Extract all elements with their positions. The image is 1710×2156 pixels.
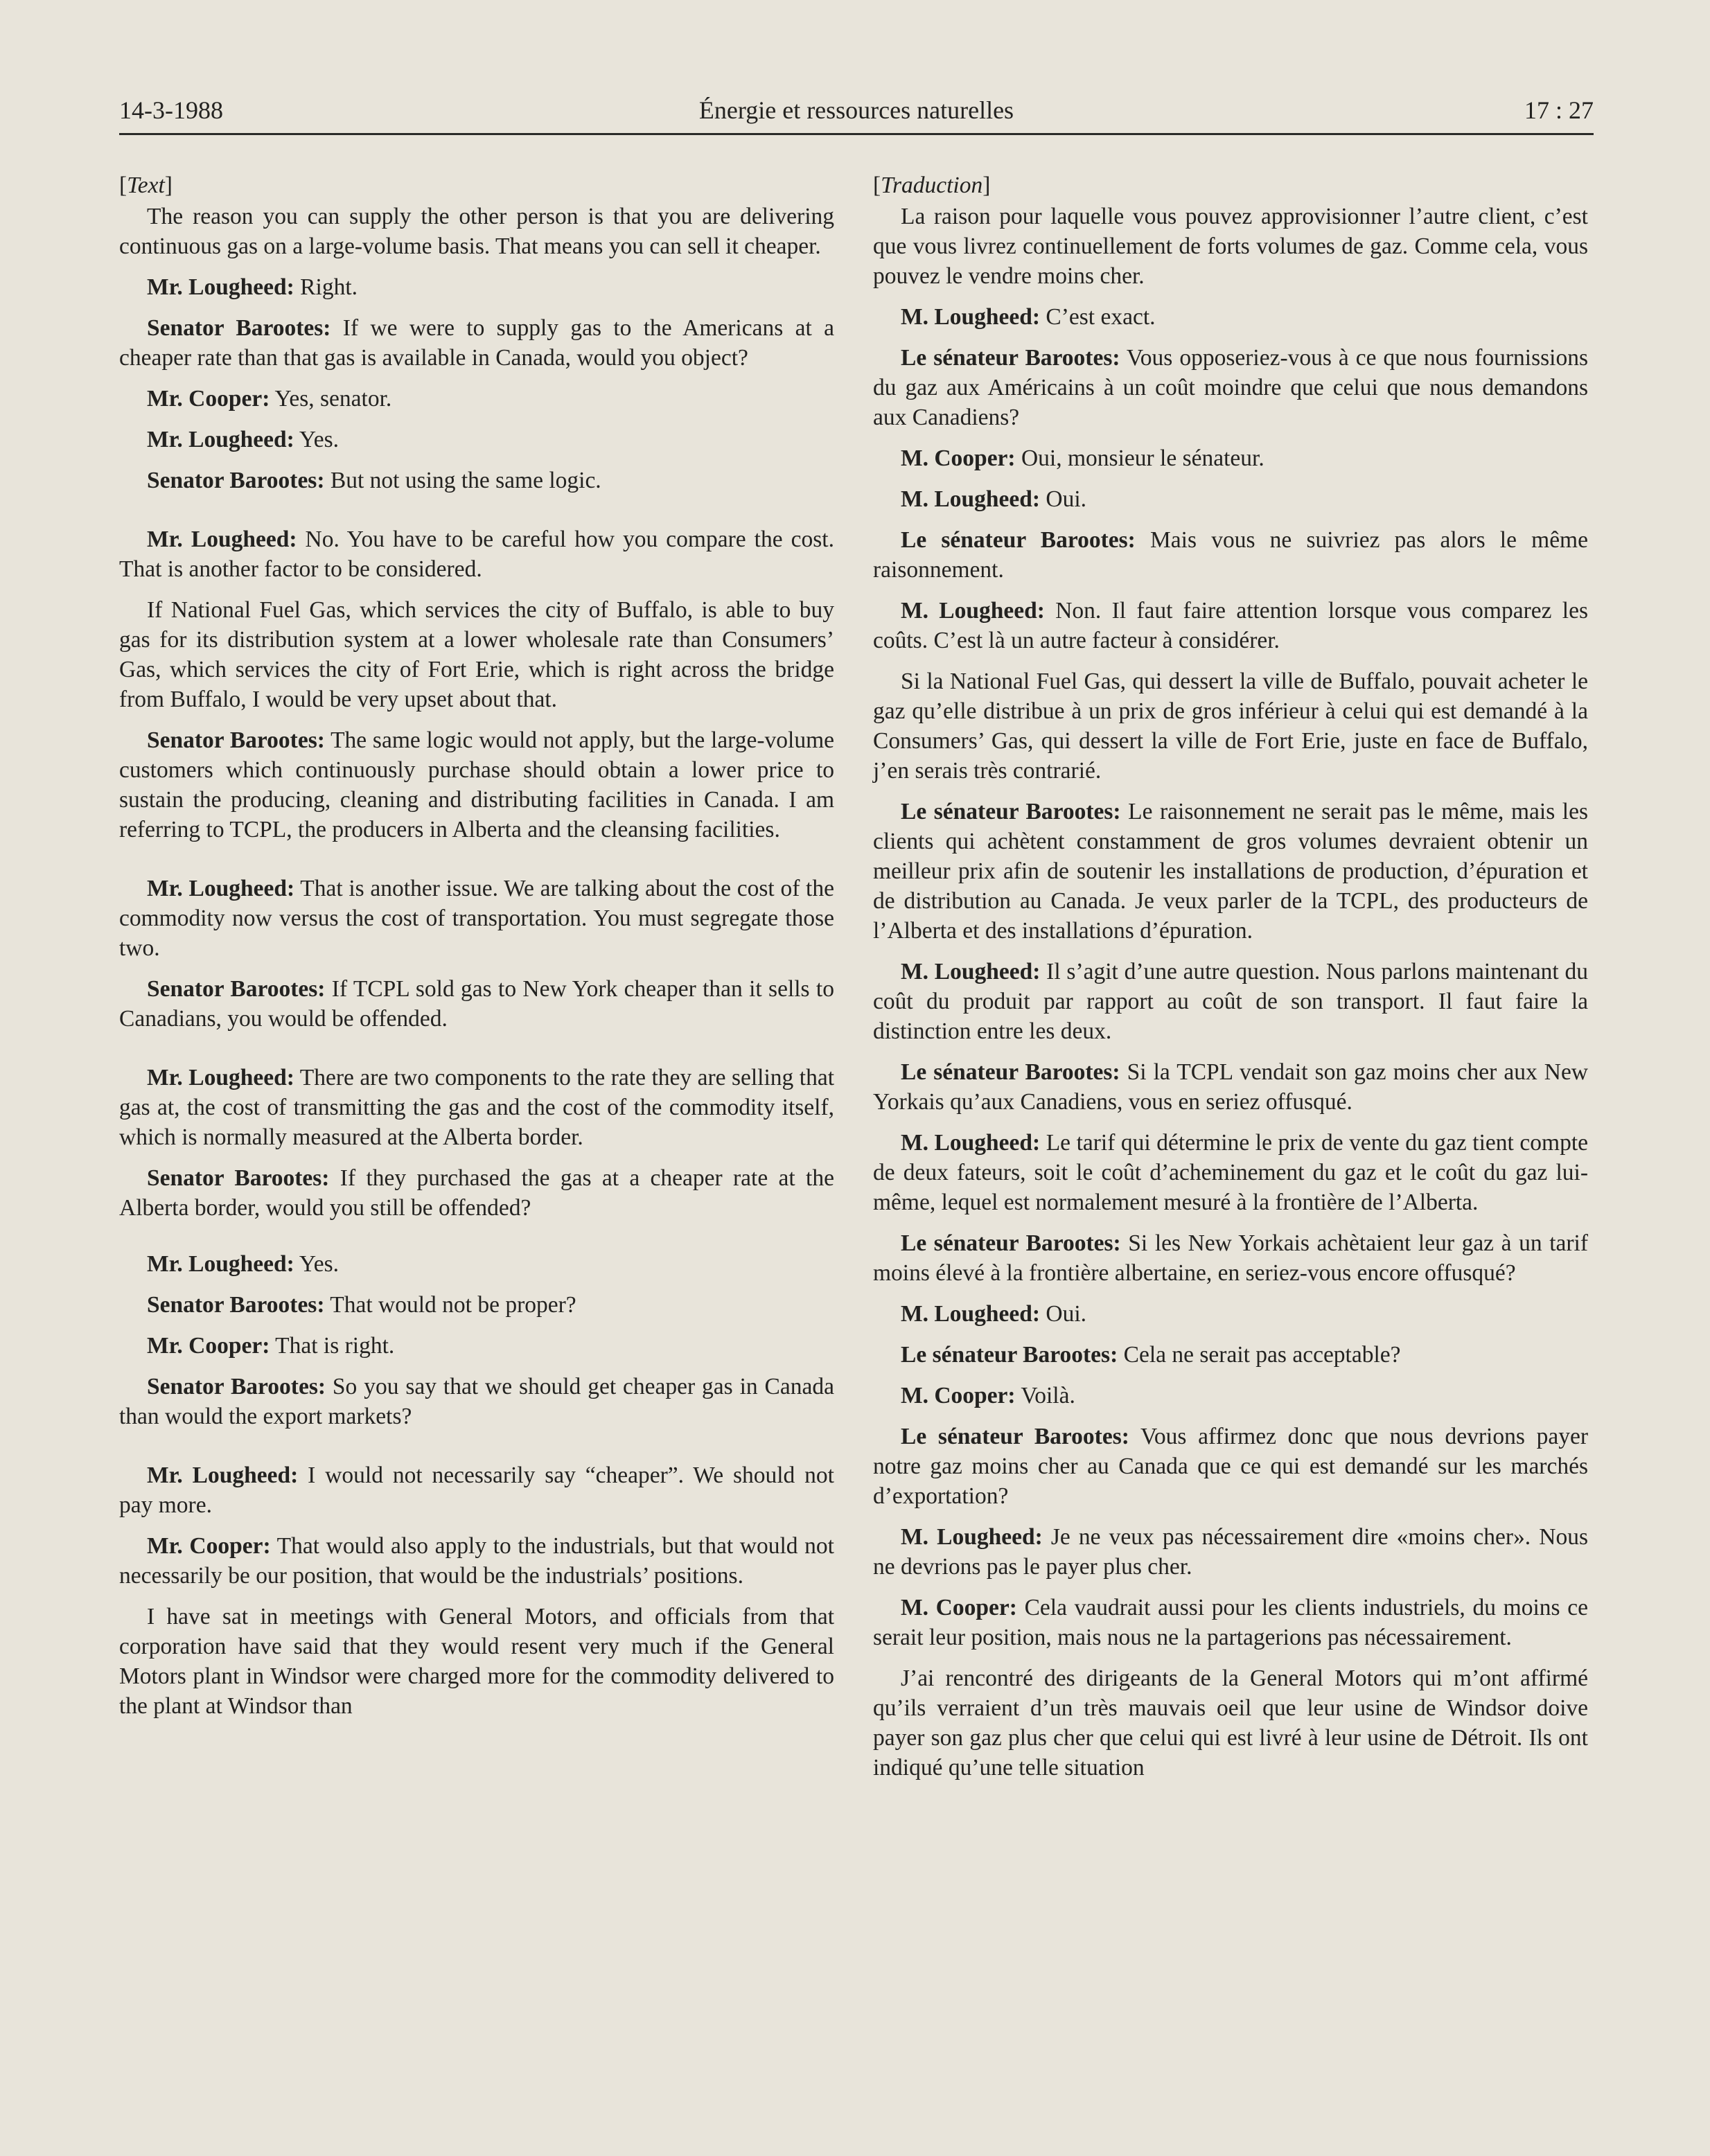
speaker: Mr. Lougheed: xyxy=(147,427,294,452)
speaker: Mr. Lougheed: xyxy=(147,527,297,552)
speaker: Mr. Lougheed: xyxy=(147,1065,294,1090)
paragraph: Le sénateur Barootes: Le raisonnement ne serait pas le même, mais les clients qui achètent constamment de gros volumes devraient obtenir un meilleur prix afin de soutenir les installations de production, d’épuration et de distribution au Canada. Je veux parler de la TCPL, des producteurs de l’Alberta et des installations d’épuration. xyxy=(873,799,1589,944)
paragraph: Senator Barootes: So you say that we should get cheaper gas in Canada than would the export markets? xyxy=(119,1374,834,1429)
paragraph: Senator Barootes: If they purchased the gas at a cheaper rate at the Alberta border, would you still be offended? xyxy=(119,1165,834,1221)
paragraph: Le sénateur Barootes: Si les New Yorkais achètaient leur gaz à un tarif moins élevé à la frontière albertaine, en seriez-vous encore offusqué? xyxy=(873,1230,1588,1286)
speaker: M. Cooper: xyxy=(901,1383,1016,1408)
paragraph: Le sénateur Barootes: Cela ne serait pas acceptable? xyxy=(901,1342,1401,1368)
paragraph: Le sénateur Barootes: Vous opposeriez-vous à ce que nous fournissions du gaz aux Américains à un coût moindre que celui que nous demandons aux Canadiens? xyxy=(873,345,1588,430)
paragraph: La raison pour laquelle vous pouvez approvisionner l’autre client, c’est que vous livrez continuellement de forts volumes de gaz. Comme cela, vous pouvez le vendre moins cher. xyxy=(873,204,1588,289)
paragraph: Mr. Cooper: That would also apply to the industrials, but that would not necessarily be our position, that would be the industrials’ positions. xyxy=(119,1533,834,1589)
speaker: Senator Barootes: xyxy=(147,727,325,753)
paragraph: Mr. Lougheed: There are two components to the rate they are selling that gas at, the cost of transmitting the gas and the cost of the commodity itself, which is normally measured at the Alberta border. xyxy=(119,1065,834,1150)
speaker: Mr. Cooper: xyxy=(147,386,270,412)
french-column xyxy=(873,170,1588,1794)
paragraph: Si la National Fuel Gas, qui dessert la ville de Buffalo, pouvait acheter le gaz qu’elle distribue à un prix de gros inférieur à celui qui est demandé à la Consumers’ Gas, qui dessert la ville de Fort Erie, juste en face de Buffalo, j’en serais très contrarié. xyxy=(873,669,1588,784)
speaker: Senator Barootes: xyxy=(147,1165,330,1191)
paragraph: Mr. Lougheed: Yes. xyxy=(147,427,340,452)
paragraph: M. Lougheed: Je ne veux pas nécessairement dire «moins cher». Nous ne devrions pas le payer plus cher. xyxy=(873,1524,1588,1580)
paragraph: M. Lougheed: Le tarif qui détermine le prix de vente du gaz tient compte de deux fateurs, soit le coût d’acheminement du gaz et le coût du gaz lui-même, lequel est normalement mesuré à la frontière de l’Alberta. xyxy=(873,1130,1588,1215)
paragraph: Senator Barootes: The same logic would not apply, but the large-volume customers which continuously purchase should obtain a lower price to sustain the producing, cleaning and distributing facilities in Canada. I am referring to TCPL, the producers in Alberta and the cleansing facilities. xyxy=(119,727,834,842)
speaker: Senator Barootes: xyxy=(147,1374,326,1399)
paragraph: Le sénateur Barootes: Mais vous ne suivriez pas alors le même raisonnement. xyxy=(873,527,1588,583)
speaker: Le sénateur Barootes: xyxy=(901,1424,1129,1449)
language-label: [Traduction] xyxy=(873,173,991,198)
speaker: Senator Barootes: xyxy=(147,976,326,1002)
paragraph: M. Lougheed: Il s’agit d’une autre question. Nous parlons maintenant du coût du produit par rapport au coût de son transport. Il faut faire la distinction entre les deux. xyxy=(873,959,1589,1044)
paragraph: Mr. Lougheed: I would not necessarily say “cheaper”. We should not pay more. xyxy=(119,1463,834,1518)
page-header xyxy=(119,96,1594,135)
paragraph: Senator Barootes: That would not be proper? xyxy=(147,1292,576,1318)
paragraph: Mr. Lougheed: Right. xyxy=(147,274,358,300)
paragraph: M. Lougheed: Oui. xyxy=(901,486,1086,512)
speaker: Le sénateur Barootes: xyxy=(901,1059,1120,1085)
english-column xyxy=(119,170,834,1732)
speaker: Le sénateur Barootes: xyxy=(901,799,1121,824)
paragraph: M. Cooper: Voilà. xyxy=(901,1383,1075,1408)
speaker: Le sénateur Barootes: xyxy=(901,527,1136,553)
speaker: M. Lougheed: xyxy=(901,1301,1040,1327)
header-page-number: 17 : 27 xyxy=(1524,96,1594,124)
paragraph: I have sat in meetings with General Motors, and officials from that corporation have said that they would resent very much if the General Motors plant in Windsor were charged more for the commodity delivered to the plant at Windsor than xyxy=(119,1604,834,1719)
speaker: Le sénateur Barootes: xyxy=(901,345,1120,371)
speaker: Le sénateur Barootes: xyxy=(901,1342,1118,1368)
speaker: Senator Barootes: xyxy=(147,1292,325,1318)
paragraph: Mr. Lougheed: That is another issue. We are talking about the cost of the commodity now versus the cost of transportation. You must segregate those two. xyxy=(119,876,834,961)
speaker: Le sénateur Barootes: xyxy=(901,1230,1121,1256)
paragraph: M. Cooper: Oui, monsieur le sénateur. xyxy=(901,445,1264,471)
paragraph: Mr. Lougheed: No. You have to be careful how you compare the cost. That is another factor to be considered. xyxy=(119,527,834,582)
paragraph: Mr. Cooper: Yes, senator. xyxy=(147,386,392,412)
speaker: Mr. Lougheed: xyxy=(147,1463,299,1488)
paragraph: Senator Barootes: If TCPL sold gas to New York cheaper than it sells to Canadians, you would be offended. xyxy=(119,976,834,1032)
paragraph: Senator Barootes: If we were to supply gas to the Americans at a cheaper rate than that gas is available in Canada, would you object? xyxy=(119,315,834,371)
speaker: M. Lougheed: xyxy=(901,1130,1041,1156)
speaker: Mr. Lougheed: xyxy=(147,1251,294,1277)
language-label: [Text] xyxy=(119,173,173,198)
paragraph: If National Fuel Gas, which services the city of Buffalo, is able to buy gas for its distribution system at a lower wholesale rate than Consumers’ Gas, which services the city of Fort Erie, which is right across the bridge from Buffalo, I would be very upset about that. xyxy=(119,597,834,712)
speaker: Mr. Lougheed: xyxy=(147,274,294,300)
speaker: Senator Barootes: xyxy=(147,315,331,341)
speaker: M. Lougheed: xyxy=(901,304,1040,330)
paragraph: The reason you can supply the other person is that you are delivering continuous gas on a large-volume basis. That means you can sell it cheaper. xyxy=(119,204,834,259)
header-title: Énergie et ressources naturelles xyxy=(698,96,1014,124)
paragraph: Mr. Cooper: That is right. xyxy=(147,1333,395,1359)
paragraph: M. Lougheed: Non. Il faut faire attention lorsque vous comparez les coûts. C’est là un autre facteur à considérer. xyxy=(873,598,1589,653)
paragraph: M. Lougheed: Oui. xyxy=(901,1301,1086,1327)
speaker: Mr. Cooper: xyxy=(147,1333,270,1359)
speaker: M. Lougheed: xyxy=(901,1524,1043,1550)
speaker: M. Cooper: xyxy=(901,445,1016,471)
paragraph: M. Lougheed: C’est exact. xyxy=(901,304,1156,330)
paragraph: Mr. Lougheed: Yes. xyxy=(147,1251,340,1277)
speaker: M. Lougheed: xyxy=(901,959,1041,984)
speaker: M. Lougheed: xyxy=(901,486,1040,512)
header-date: 14-3-1988 xyxy=(119,96,223,124)
paragraph: M. Cooper: Cela vaudrait aussi pour les clients industriels, du moins ce serait leur position, mais nous ne la partagerions pas nécessairement. xyxy=(873,1595,1588,1650)
speaker: M. Lougheed: xyxy=(901,598,1045,624)
paragraph: J’ai rencontré des dirigeants de la General Motors qui m’ont affirmé qu’ils verraient d’un très mauvais oeil que leur usine de Windsor doive payer son gaz plus cher que celui qui est livré à leur usine de Détroit. Ils ont indiqué qu’une telle situation xyxy=(873,1665,1588,1781)
speaker: M. Cooper: xyxy=(901,1595,1017,1620)
speaker: Mr. Lougheed: xyxy=(147,876,295,901)
paragraph: Senator Barootes: But not using the same logic. xyxy=(147,468,601,493)
speaker: Senator Barootes: xyxy=(147,468,325,493)
paragraph: Le sénateur Barootes: Vous affirmez donc que nous devrions payer notre gaz moins cher au Canada que ce qui est demandé sur les marchés d’exportation? xyxy=(873,1424,1588,1509)
speaker: Mr. Cooper: xyxy=(147,1533,271,1559)
paragraph: Le sénateur Barootes: Si la TCPL vendait son gaz moins cher aux New Yorkais qu’aux Canadiens, vous en seriez offusqué. xyxy=(873,1059,1588,1115)
